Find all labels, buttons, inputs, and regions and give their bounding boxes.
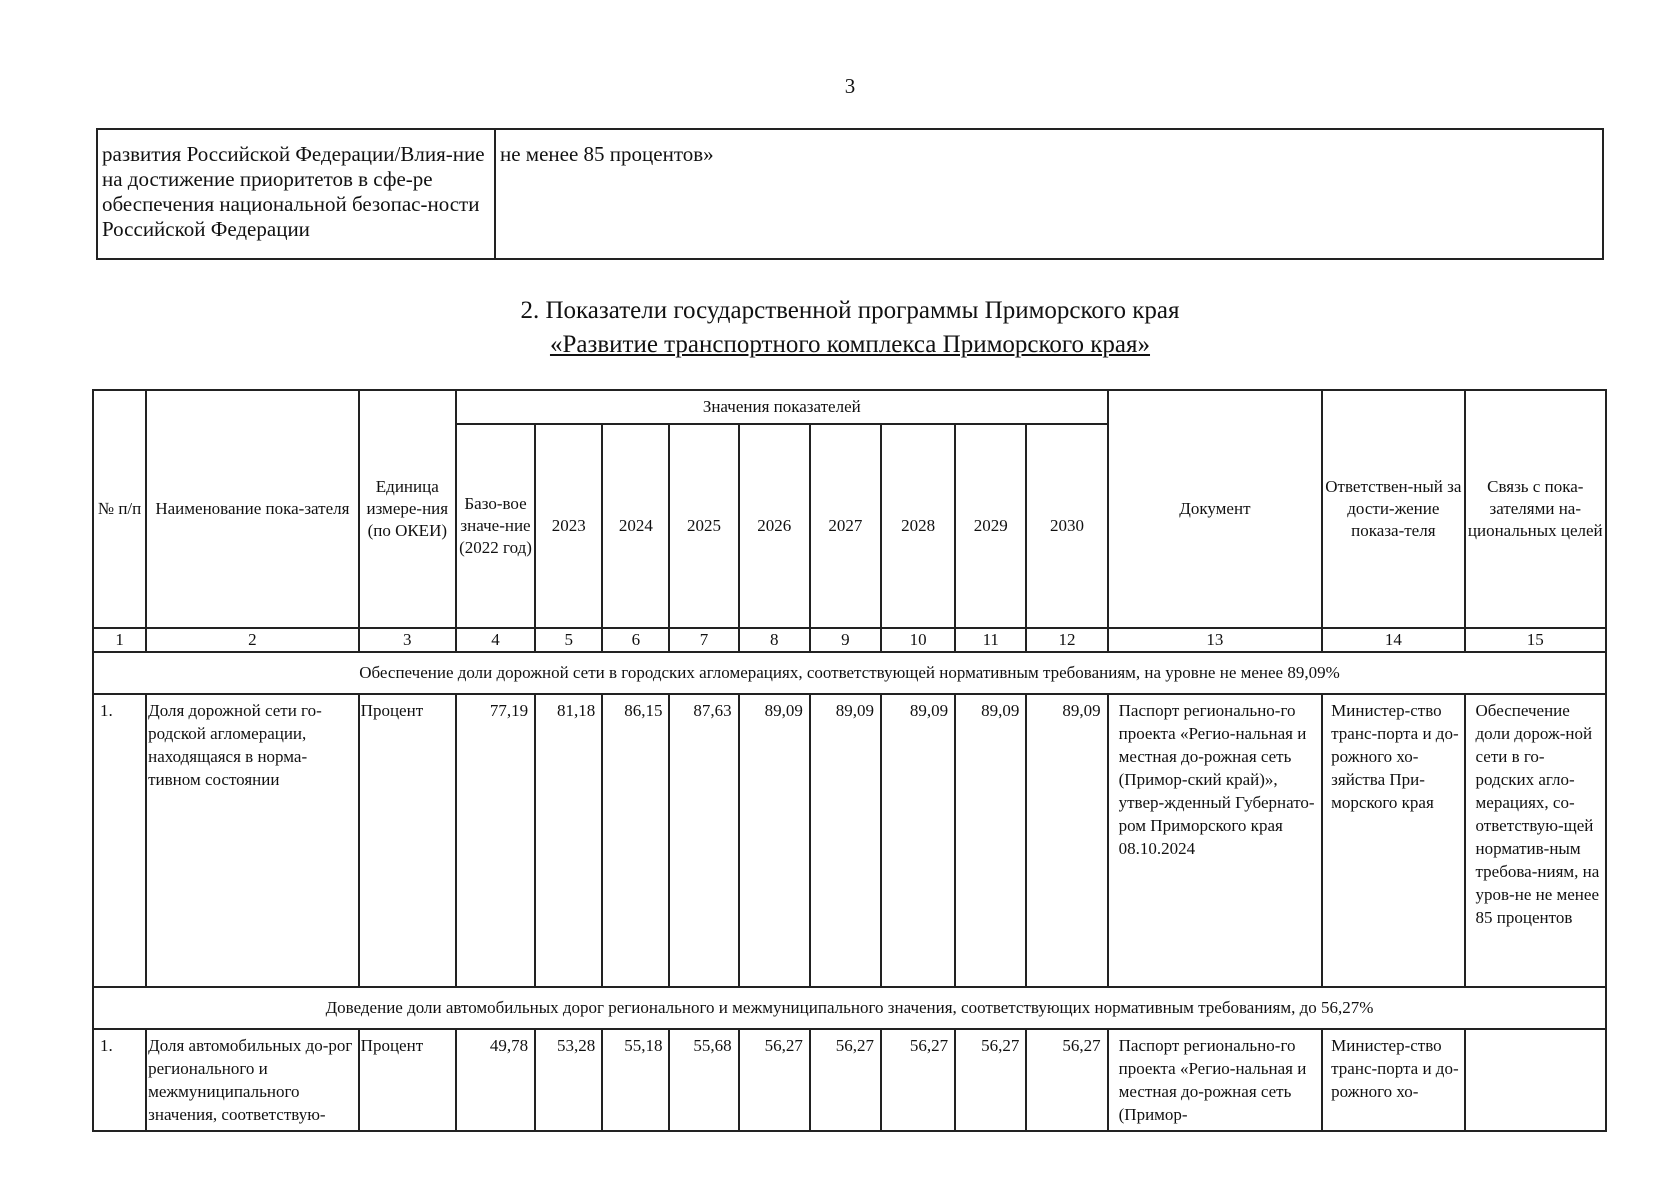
header-year: 2030: [1026, 424, 1107, 628]
table-row: [93, 1029, 1606, 1131]
row-value: 56,27: [1026, 1029, 1107, 1131]
header-year: 2028: [881, 424, 955, 628]
header-year: 2029: [955, 424, 1026, 628]
header-responsible: Ответствен-ный за дости-жение показа-теля: [1322, 390, 1464, 628]
section-row: [93, 652, 1606, 694]
row-value: 87,63: [669, 694, 738, 987]
header-year: 2026: [739, 424, 810, 628]
row-unit: Процент: [359, 1029, 456, 1131]
row-value: 81,18: [535, 694, 602, 987]
section-heading-line2: «Развитие транспортного комплекса Приморского края»: [549, 331, 1151, 358]
column-number: 15: [1465, 628, 1606, 652]
section-row: [93, 987, 1606, 1029]
section-title: Доведение доли автомобильных дорог регионального и межмуниципального значения, соответствующих нормативным требованиям, до 56,27%: [93, 987, 1606, 1029]
row-unit: Процент: [359, 694, 456, 987]
column-number: 2: [146, 628, 359, 652]
header-name: Наименование пока-зателя: [146, 390, 359, 628]
row-responsible: Министер-ство транс-порта и до-рожного хо-: [1322, 1029, 1464, 1131]
column-number: 6: [602, 628, 669, 652]
row-responsible: Министер-ство транс-порта и до-рожного хо-зяйства При-морского края: [1322, 694, 1464, 987]
continuation-left-cell: развития Российской Федерации/Влия-ние на достижение приоритетов в сфе-ре обеспечения национальной безопас-ности Российской Федерации: [97, 129, 495, 259]
header-year: 2023: [535, 424, 602, 628]
header-year: 2025: [669, 424, 738, 628]
column-number: 9: [810, 628, 881, 652]
row-value: 56,27: [810, 1029, 881, 1131]
header-document: Документ: [1108, 390, 1323, 628]
row-link: Обеспечение доли дорож-ной сети в го-родских агло-мерациях, со-ответствую-щей норматив-ным требова-ниям, на уров-не не менее 85 процентов: [1465, 694, 1606, 987]
header-unit: Единица измере-ния (по ОКЕИ): [359, 390, 456, 628]
continuation-right-cell: не менее 85 процентов»: [495, 129, 1603, 259]
header-link: Связь с пока-зателями на-циональных целей: [1465, 390, 1606, 628]
row-value: 55,68: [669, 1029, 738, 1131]
column-number-row: [93, 628, 1606, 652]
row-base: 49,78: [456, 1029, 535, 1131]
row-document: Паспорт регионально-го проекта «Регио-нальная и местная до-рожная сеть (Примор-ский край)», утвер-жденный Губернато-ром Приморского края 08.10.2024: [1108, 694, 1323, 987]
header-num: № п/п: [93, 390, 146, 628]
page-number: 3: [844, 74, 856, 98]
section-heading: [0, 294, 1664, 362]
header-values-group: Значения показателей: [456, 390, 1108, 424]
column-number: 5: [535, 628, 602, 652]
column-number: 8: [739, 628, 810, 652]
row-value: 89,09: [955, 694, 1026, 987]
row-link: [1465, 1029, 1606, 1131]
row-value: 89,09: [810, 694, 881, 987]
row-value: 55,18: [602, 1029, 669, 1131]
table-row: [93, 694, 1606, 987]
row-name: Доля дорожной сети го-родской агломерации, находящаяся в норма-тивном состоянии: [146, 694, 359, 987]
header-year: 2027: [810, 424, 881, 628]
row-value: 86,15: [602, 694, 669, 987]
column-number: 1: [93, 628, 146, 652]
row-value: 53,28: [535, 1029, 602, 1131]
column-number: 3: [359, 628, 456, 652]
row-value: 89,09: [739, 694, 810, 987]
continuation-table: [96, 128, 1604, 260]
row-name: Доля автомобильных до-рог регионального и межмуниципального значения, соответствую-: [146, 1029, 359, 1131]
indicators-table: [92, 389, 1607, 1132]
row-value: 89,09: [881, 694, 955, 987]
row-base: 77,19: [456, 694, 535, 987]
header-year: 2024: [602, 424, 669, 628]
section-heading-line1: 2. Показатели государственной программы Приморского края: [520, 297, 1180, 324]
column-number: 13: [1108, 628, 1323, 652]
column-number: 4: [456, 628, 535, 652]
column-number: 10: [881, 628, 955, 652]
section-title: Обеспечение доли дорожной сети в городских агломерациях, соответствующей нормативным требованиям, на уровне не менее 89,09%: [93, 652, 1606, 694]
column-number: 11: [955, 628, 1026, 652]
row-document: Паспорт регионально-го проекта «Регио-нальная и местная до-рожная сеть (Примор-: [1108, 1029, 1323, 1131]
column-number: 7: [669, 628, 738, 652]
header-base: Базо-вое значе-ние (2022 год): [456, 424, 535, 628]
row-num: 1.: [93, 1029, 146, 1131]
row-value: 56,27: [955, 1029, 1026, 1131]
row-num: 1.: [93, 694, 146, 987]
row-value: 89,09: [1026, 694, 1107, 987]
row-value: 56,27: [881, 1029, 955, 1131]
row-value: 56,27: [739, 1029, 810, 1131]
column-number: 12: [1026, 628, 1107, 652]
column-number: 14: [1322, 628, 1464, 652]
